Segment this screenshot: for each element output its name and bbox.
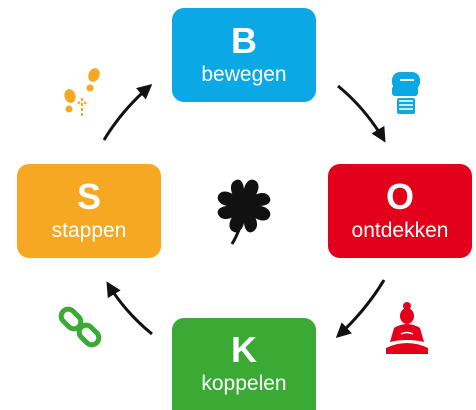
- arrow-stappen-to-bewegen: [104, 86, 150, 140]
- boxing-glove-icon: [390, 70, 424, 116]
- node-stappen-label: stappen: [51, 219, 127, 242]
- node-ontdekken-letter: O: [385, 176, 414, 217]
- arrow-bewegen-to-ontdekken: [338, 86, 384, 140]
- node-stappen-letter: S: [76, 176, 101, 217]
- buddha-icon: [384, 298, 430, 356]
- node-bewegen-label: bewegen: [201, 63, 287, 86]
- arrow-koppelen-to-stappen: [108, 284, 152, 334]
- node-bewegen-letter: B: [231, 20, 257, 61]
- node-koppelen-label: koppelen: [201, 372, 287, 395]
- node-ontdekken-label: ontdekken: [351, 219, 449, 242]
- node-koppelen-letter: K: [231, 329, 257, 370]
- footsteps-icon: [58, 66, 108, 122]
- arrow-ontdekken-to-koppelen: [338, 280, 384, 336]
- four-leaf-clover-icon: [212, 176, 276, 246]
- chain-link-icon: [58, 304, 104, 350]
